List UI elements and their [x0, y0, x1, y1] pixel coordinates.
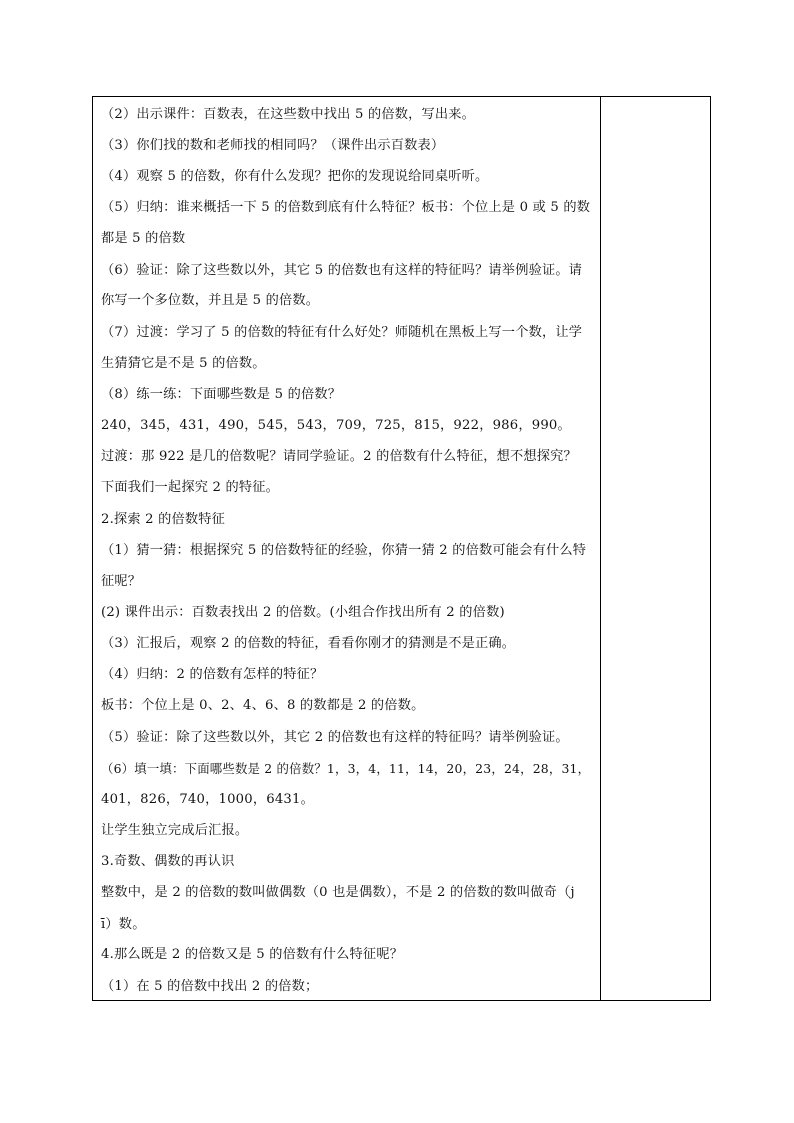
lesson-table [92, 96, 711, 1001]
text-line: （3）汇报后，观察 2 的倍数的特征，看看你刚才的猜测是不是正确。 [101, 636, 516, 651]
text-line: （7）过渡：学习了 5 的倍数的特征有什么好处？师随机在黑板上写一个数，让学 [101, 325, 583, 340]
text-line: 整数中，是 2 的倍数的数叫做偶数（0 也是偶数），不是 2 的倍数的数叫做奇（j [101, 885, 575, 900]
text-line: （1）猜一猜：根据探究 5 的倍数特征的经验，你猜一猜 2 的倍数可能会有什么特 [101, 543, 587, 558]
text-line: 生猜猜它是不是 5 的倍数。 [101, 356, 266, 371]
text-line: 都是 5 的倍数 [101, 231, 186, 246]
text-line: （4）归纳：2 的倍数有怎样的特征？ [101, 667, 324, 682]
text-line: （3）你们找的数和老师找的相同吗？（课件出示百数表） [101, 138, 445, 153]
text-line: 401，826，740，1000，6431。 [101, 792, 314, 807]
text-line: 你写一个多位数，并且是 5 的倍数。 [101, 293, 320, 308]
text-line: （2）出示课件：百数表，在这些数中找出 5 的倍数，写出来。 [101, 107, 476, 122]
text-line: 让学生独立完成后汇报。 [101, 823, 249, 838]
section-heading: 4.那么既是 2 的倍数又是 5 的倍数有什么特征呢？ [101, 947, 404, 962]
text-line: 征呢？ [101, 574, 142, 589]
text-line: （8）练一练：下面哪些数是 5 的倍数？ [101, 387, 342, 402]
text-line: (2) 课件出示：百数表找出 2 的倍数。(小组合作找出所有 2 的倍数) [101, 605, 505, 620]
text-line: （5）验证：除了这些数以外，其它 2 的倍数也有这样的特征吗？请举例验证。 [101, 730, 569, 745]
section-heading: 3.奇数、偶数的再认识 [101, 854, 235, 869]
text-line: ī）数。 [101, 917, 146, 932]
text-line: （5）归纳：谁来概括一下 5 的倍数到底有什么特征？板书：个位上是 0 或 5 的数 [101, 200, 591, 215]
text-line: （4）观察 5 的倍数，你有什么发现？把你的发现说给同桌听听。 [101, 169, 489, 184]
text-line: 过渡：那 922 是几的倍数呢？请同学验证。2 的倍数有什么特征，想不想探究？ [101, 449, 577, 464]
text-line: 下面我们一起探究 2 的特征。 [101, 480, 280, 495]
text-line: 240，345，431，490，545，543，709，725，815，922，986，990。 [101, 418, 571, 433]
text-line: 板书：个位上是 0、2、4、6、8 的数都是 2 的倍数。 [101, 698, 425, 713]
section-heading: 2.探索 2 的倍数特征 [101, 512, 226, 527]
column-divider [600, 97, 601, 1000]
text-line: （1）在 5 的倍数中找出 2 的倍数； [101, 979, 319, 994]
text-line: （6）验证：除了这些数以外，其它 5 的倍数也有这样的特征吗？请举例验证。请 [101, 263, 583, 278]
text-line: （6）填一填：下面哪些数是 2 的倍数？1，3，4，11，14，20，23，24，28，31， [101, 761, 591, 776]
